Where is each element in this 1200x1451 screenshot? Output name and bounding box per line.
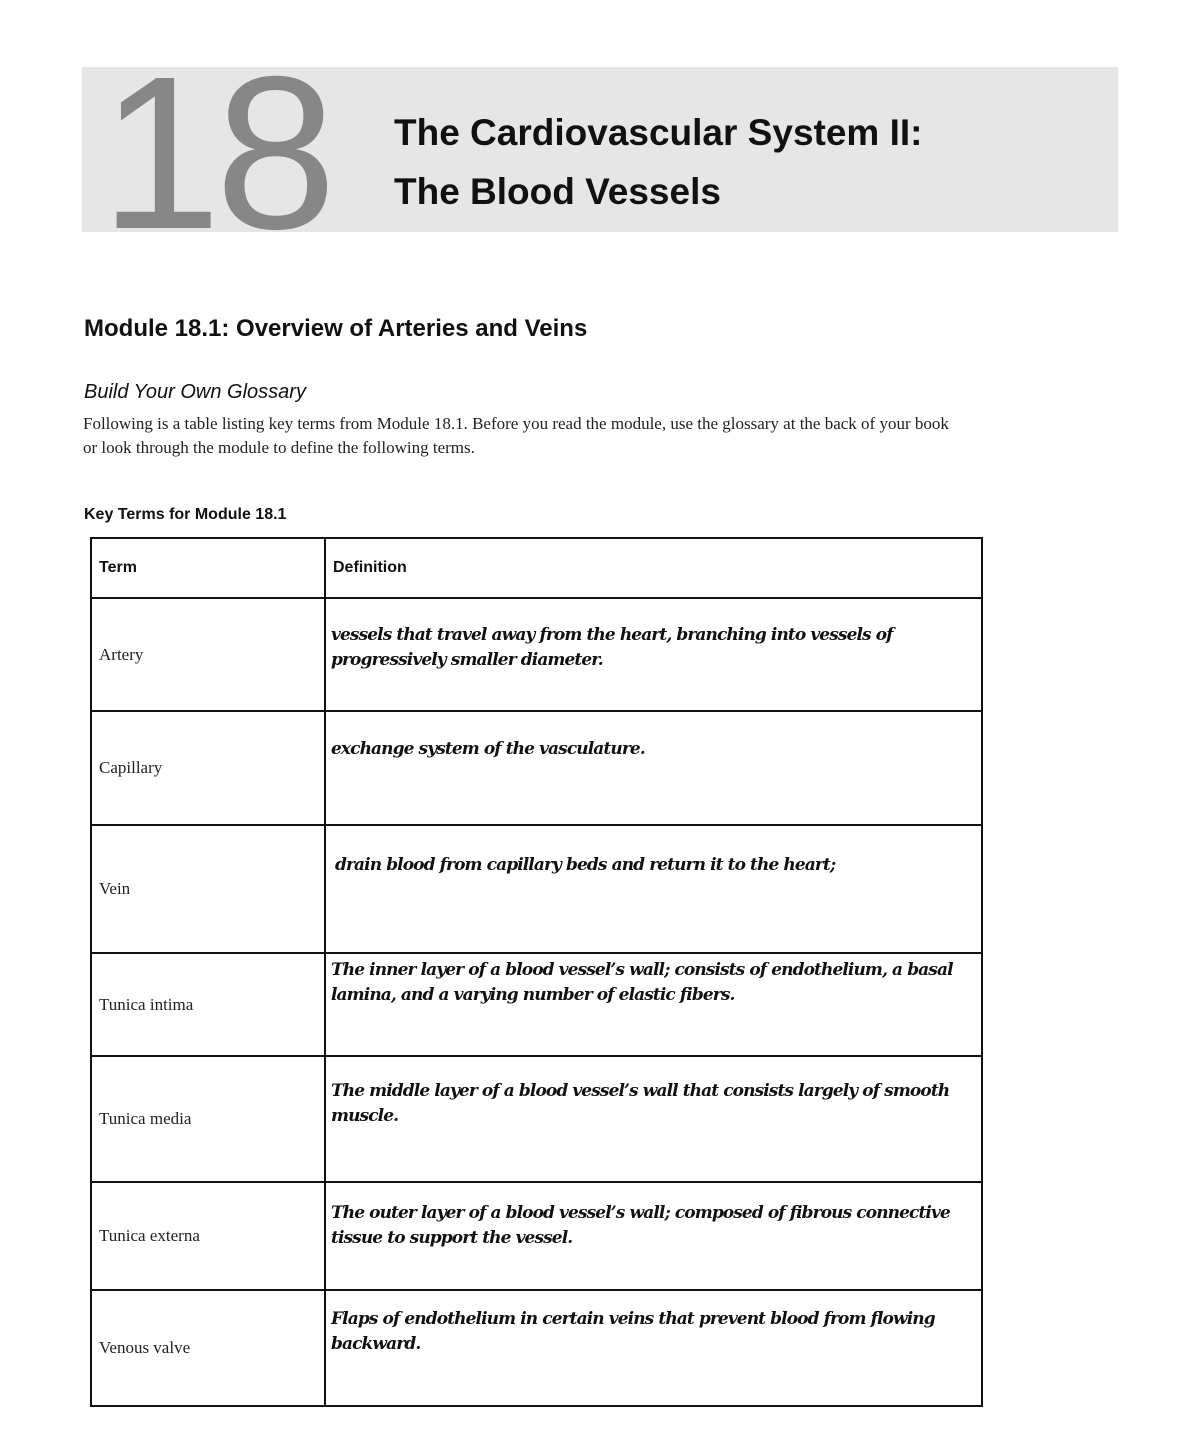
- term-cell: Artery: [91, 598, 325, 711]
- definition-cell[interactable]: The outer layer of a blood vessel’s wall; composed of fibrous connective tissue to support the vessel.: [325, 1182, 982, 1290]
- intro-paragraph: Following is a table listing key terms from Module 18.1. Before you read the module, use the glossary at the back of your book or look through the module to define the following terms.: [83, 414, 949, 457]
- definition-column-header: Definition: [325, 538, 982, 598]
- chapter-number: 18: [100, 67, 331, 232]
- definition-cell[interactable]: The middle layer of a blood vessel’s wall that consists largely of smooth muscle.: [325, 1056, 982, 1182]
- chapter-title: [394, 103, 922, 221]
- key-terms-table: [90, 537, 983, 1407]
- table-row: [91, 825, 982, 953]
- term-cell: Capillary: [91, 711, 325, 825]
- module-heading: Module 18.1: Overview of Arteries and Veins: [84, 315, 588, 342]
- term-cell: Tunica intima: [91, 953, 325, 1056]
- definition-cell[interactable]: Flaps of endothelium in certain veins that prevent blood from flowing backward.: [325, 1290, 982, 1406]
- definition-cell[interactable]: exchange system of the vasculature.: [325, 711, 982, 825]
- table-header-row: [91, 538, 982, 598]
- glossary-heading: Build Your Own Glossary: [84, 381, 306, 403]
- table-row: [91, 1182, 982, 1290]
- chapter-title-line-1: The Cardiovascular System II:: [394, 112, 923, 153]
- term-cell: Vein: [91, 825, 325, 953]
- definition-cell[interactable]: drain blood from capillary beds and return it to the heart;: [325, 825, 982, 953]
- chapter-banner: [82, 67, 1118, 232]
- term-column-header: Term: [91, 538, 325, 598]
- term-cell: Venous valve: [91, 1290, 325, 1406]
- definition-cell[interactable]: The inner layer of a blood vessel’s wall; consists of endothelium, a basal lamina, and a varying number of elastic fibers.: [325, 953, 982, 1056]
- table-row: [91, 1056, 982, 1182]
- table-row: [91, 1290, 982, 1406]
- table-row: [91, 598, 982, 711]
- table-row: [91, 711, 982, 825]
- term-cell: Tunica externa: [91, 1182, 325, 1290]
- term-cell: Tunica media: [91, 1056, 325, 1182]
- table-caption: Key Terms for Module 18.1: [84, 506, 287, 523]
- table-row: [91, 953, 982, 1056]
- definition-cell[interactable]: vessels that travel away from the heart, branching into vessels of progressively smaller diameter.: [325, 598, 982, 711]
- chapter-title-line-2: The Blood Vessels: [394, 171, 721, 212]
